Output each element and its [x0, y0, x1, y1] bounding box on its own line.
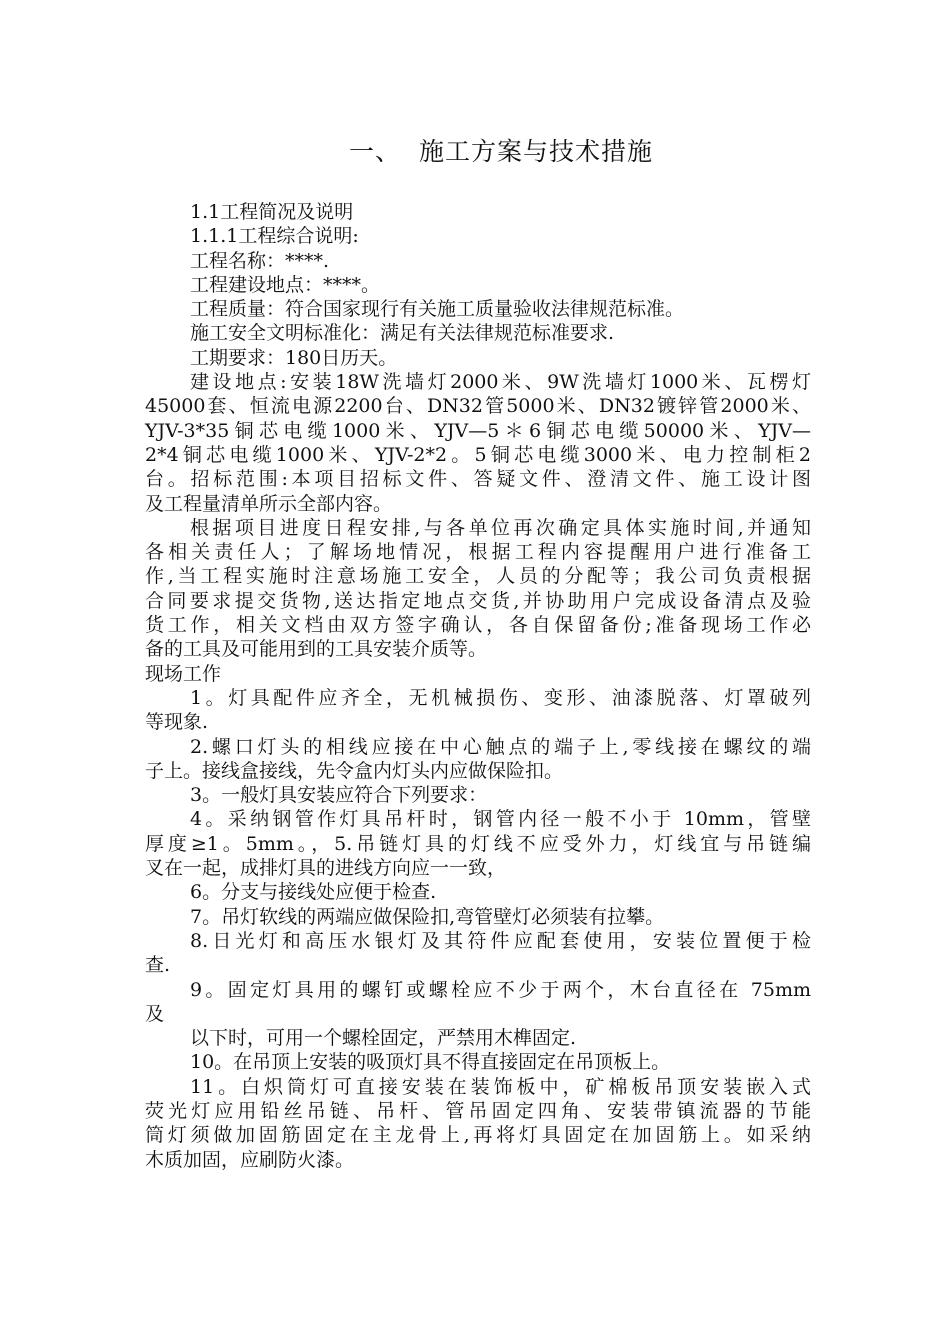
document-body: [145, 200, 811, 1172]
text-line: 各相关责任人；了解场地情况，根据工程内容提醒用户进行准备工: [145, 541, 811, 564]
text-line: 台。招标范围:本项目招标文件、答疑文件、澄清文件、施工设计图: [145, 468, 811, 491]
text-line: 及: [145, 1002, 165, 1025]
list-item: 11。白炽筒灯可直接安装在装饰板中，矿棉板吊顶安装嵌入式: [190, 1075, 811, 1098]
list-item: 9。固定灯具用的螺钉或螺栓应不少于两个，木台直径在 75mm: [190, 978, 811, 1001]
text-line: 作,当工程实施时注意场施工安全，人员的分配等；我公司负责根据: [145, 565, 811, 588]
text-line: 筒灯须做加固筋固定在主龙骨上,再将灯具固定在加固筋上。如采纳: [145, 1124, 811, 1147]
text-line: 及工程量清单所示全部内容。: [145, 492, 393, 515]
list-item: 8.日光灯和高压水银灯及其符件应配套使用，安装位置便于检: [190, 929, 811, 952]
text-line: YJV-3*35铜芯电缆1000米、YJV—5＊6铜芯电缆50000米、YJV—: [145, 419, 811, 442]
text-line: 木质加固，应刷防火漆。: [145, 1148, 355, 1171]
text-line: 2*4铜芯电缆1000米、YJV-2*2。5铜芯电缆3000米、电力控制柜2: [145, 443, 811, 466]
section-heading: 1.1工程简况及说明: [190, 201, 354, 223]
text-line: 查.: [145, 954, 171, 977]
text-line: 厚度≥1。5mm。，5.吊链灯具的灯线不应受外力，灯线宜与吊链编: [145, 832, 811, 855]
list-item: 10。在吊顶上安装的吸顶灯具不得直接固定在吊顶板上。: [190, 1051, 671, 1074]
list-item: 7。吊灯软线的两端应做保险扣,弯管壁灯必须装有拉攀。: [190, 905, 665, 928]
text-line: 建设地点:安装18W洗墙灯2000米、9W洗墙灯1000米、瓦楞灯: [190, 371, 811, 394]
text-line: 荧光灯应用铅丝吊链、吊杆、管吊固定四角、安装带镇流器的节能: [145, 1099, 811, 1122]
list-item: 6。分支与接线处应便于检查.: [190, 881, 437, 904]
text-line: 等现象.: [145, 711, 209, 734]
page-title: 一、 施工方案与技术措施: [349, 137, 653, 166]
subsection-heading: 1.1.1工程综合说明:: [190, 225, 359, 248]
text-line: 备的工具及可能用到的工具安装介质等。: [145, 638, 488, 661]
text-line: 工程名称：****.: [190, 249, 330, 272]
text-line: 以下时，可用一个螺栓固定，严禁用木榫固定.: [190, 1027, 577, 1050]
text-line: 子上。接线盒接线，先令盒内灯头内应做保险扣。: [145, 759, 564, 782]
section-label: 现场工作: [145, 662, 222, 685]
text-line: 工程质量：符合国家现行有关施工质量验收法律规范标准。: [190, 298, 685, 321]
text-line: 根据项目进度日程安排,与各单位再次确定具体实施时间,并通知: [190, 516, 811, 539]
text-line: 工期要求：180日历天。: [190, 346, 398, 369]
list-item: 4。采纳钢管作灯具吊杆时，钢管内径一般不小于 10mm，管壁: [190, 808, 811, 831]
list-item: 3。一般灯具安装应符合下列要求：: [190, 784, 488, 807]
text-line: 叉在一起，成排灯具的进线方向应一一致，: [145, 857, 507, 880]
text-line: 工程建设地点：****。: [190, 273, 381, 296]
text-line: 45000套、恒流电源2200台、DN32管5000米、DN32镀锌管2000米、: [145, 395, 811, 418]
list-item: 2.螺口灯头的相线应接在中心触点的端子上,零线接在螺纹的端: [190, 735, 811, 758]
list-item: 1。灯具配件应齐全，无机械损伤、变形、油漆脱落、灯罩破列: [190, 686, 811, 709]
text-line: 施工安全文明标准化：满足有关法律规范标准要求.: [190, 322, 615, 345]
text-line: 合同要求提交货物,送达指定地点交货,并协助用户完成设备清点及验: [145, 589, 811, 612]
text-line: 货工作，相关文档由双方签字确认，各自保留备份;准备现场工作必: [145, 614, 811, 637]
